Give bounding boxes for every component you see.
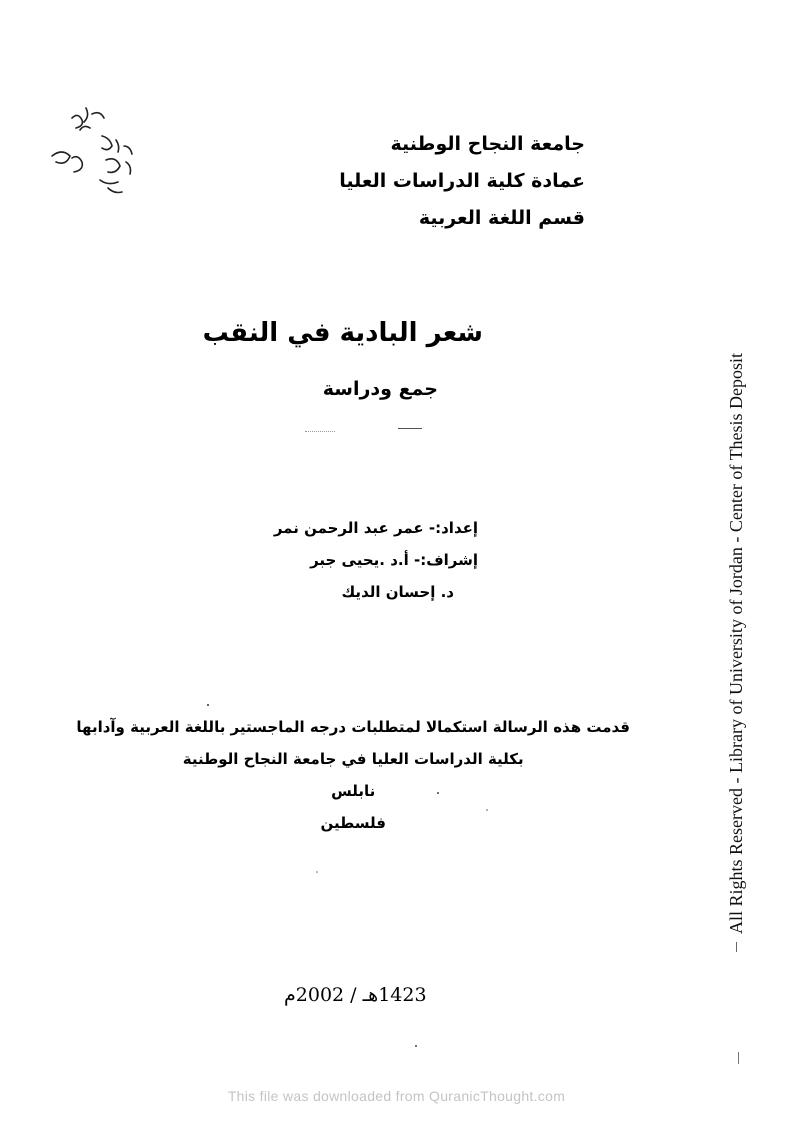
submission-city: نابلس <box>331 782 376 800</box>
title-underline <box>398 428 422 429</box>
submission-date: 1423هـ / 2002م <box>284 984 427 1006</box>
deanship-name: عمادة كلية الدراسات العليا <box>339 170 585 192</box>
credits-block <box>274 512 478 608</box>
side-stamp-container <box>723 234 749 934</box>
thesis-title: شعر البادية في النقب <box>202 318 483 348</box>
university-header <box>339 130 585 241</box>
submission-statement <box>76 711 630 839</box>
supervised-by: إشراف:- أ.د .يحيى جبر <box>310 551 478 569</box>
submission-line-1: قدمت هذه الرسالة استكمالا لمتطلبات درجه الماجستير باللغة العربية وآدابها <box>76 718 630 736</box>
title-dotted-mark <box>305 431 335 432</box>
handwritten-annotation <box>42 100 152 205</box>
margin-tick-mark <box>738 1052 739 1064</box>
submission-line-2: بكلية الدراسات العليا في جامعة النجاح الوطنية <box>182 750 524 768</box>
thesis-subtitle: جمع ودراسة <box>322 378 438 400</box>
university-name: جامعة النجاح الوطنية <box>390 133 585 155</box>
submission-country: فلسطين <box>320 814 386 832</box>
department-name: قسم اللغة العربية <box>418 207 585 229</box>
download-footer: This file was downloaded from QuranicThought.com <box>227 1088 566 1104</box>
rights-reserved-stamp: All Rights Reserved - Library of University of Jordan - Center of Thesis Deposit <box>726 352 746 934</box>
stamp-tick-mark <box>736 942 737 952</box>
co-supervisor: د. إحسان الديك <box>341 583 454 601</box>
prepared-by: إعداد:- عمر عبد الرحمن نمر <box>273 519 478 537</box>
